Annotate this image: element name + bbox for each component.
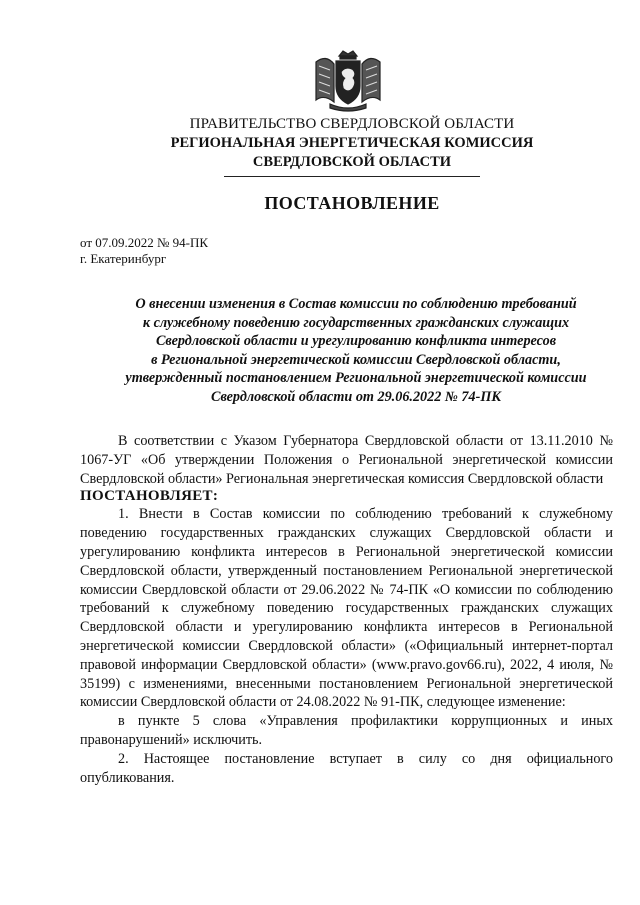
item-2-paragraph: 2. Настоящее постановление вступает в силу со дня официального опубликования. [80,750,613,786]
item-1-paragraph: 1. Внести в Состав комиссии по соблюдению требований к служебному поведению государственных гражданских служащих Свердловской области и урегулированию конфликта интересов в Региональной энергетической комиссии Свердловской области, утвержденный постановлением Региональной энергетической комиссии Свердловской области от 29.06.2022 № 74-ПК «О комиссии по соблюдению требований к служебному поведению государственных гражданских служащих Свердловской области и урегулированию конфликта интересов в Региональной энергетической комиссии Свердловской области» («Официальный интернет-портал правовой информации Свердловской области» (www.pravo.gov66.ru), 2022, 4 июля, № 35199) с изменениями, внесенными постановлением Региональной энергетической комиссии Свердловской области от 24.08.2022 № 91-ПК, следующее изменение: [80,506,613,711]
subject-line: в Региональной энергетической комиссии Свердловской области, [151,351,561,368]
document-title: ПОСТАНОВЛЕНИЕ [264,193,440,213]
document-subject [100,295,612,406]
coat-of-arms-emblem [312,48,384,114]
document-city: г. Екатеринбург [80,251,167,266]
commission-name-line2: СВЕРДЛОВСКОЙ ОБЛАСТИ [252,154,452,170]
government-name: ПРАВИТЕЛЬСТВО СВЕРДЛОВСКОЙ ОБЛАСТИ [189,116,515,132]
item-1-change-paragraph: в пункте 5 слова «Управления профилактики коррупционных и иных правонарушений» исключить. [80,713,613,748]
document-body [80,432,613,787]
decree-word: ПОСТАНОВЛЯЕТ: [80,488,219,505]
subject-line: О внесении изменения в Состав комиссии по соблюдению требований [135,296,577,312]
preamble-paragraph: В соответствии с Указом Губернатора Свердловской области от 13.11.2010 № 1067-УГ «Об утверждении Положения о Региональной энергетической комиссии Свердловской области» Региональная энергетическая комиссия Свердловской области [80,433,613,487]
subject-line: Свердловской области и урегулированию конфликта интересов [155,333,557,349]
subject-line: утвержденный постановлением Региональной энергетической комиссии [125,370,587,386]
document-date-number: от 07.09.2022 № 94-ПК [80,235,209,250]
commission-name-line1: РЕГИОНАЛЬНАЯ ЭНЕРГЕТИЧЕСКАЯ КОМИССИЯ [170,135,534,151]
header-divider [224,176,480,177]
subject-line: к служебному поведению государственных гражданских служащих [142,314,570,331]
subject-line: Свердловской области от 29.06.2022 № 74-ПК [210,388,501,405]
